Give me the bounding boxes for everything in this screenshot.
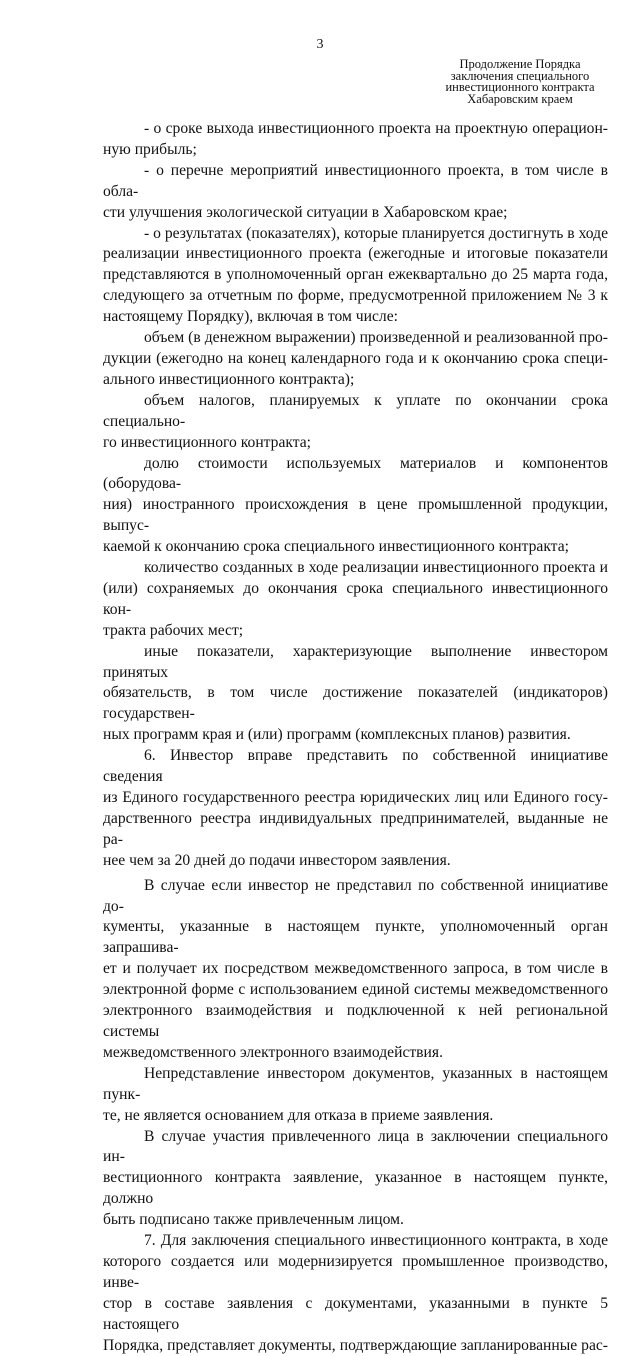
text-line: дукции (ежегодно на конец календарного года и к окончанию срока специ-	[103, 349, 608, 367]
text-line: быть подписано также привлеченным лицом.	[103, 1211, 404, 1229]
text-line: долю стоимости используемых материалов и компонентов (оборудова-	[103, 454, 608, 493]
text-line: объем налогов, планируемых к уплате по окончании срока специально-	[103, 391, 608, 430]
text-line: В случае если инвестор не представил по собственной инициативе до-	[103, 876, 608, 915]
header-note-line: инвестиционного контракта	[445, 80, 595, 94]
text-line: ную прибыль;	[103, 140, 197, 158]
text-line: следующего за отчетным по форме, предусмотренной приложением № 3 к	[103, 287, 608, 305]
text-line: количество созданных в ходе реализации инвестиционного проекта и	[144, 559, 608, 577]
text-line: обязательств, в том числе достижение показателей (индикаторов) государствен-	[103, 684, 608, 723]
text-line: кументы, указанные в настоящем пункте, уполномоченный орган запрашива-	[103, 918, 608, 957]
text-line: - о перечне мероприятий инвестиционного проекта, в том числе в обла-	[103, 161, 608, 200]
text-line: те, не является основанием для отказа в приеме заявления.	[103, 1106, 494, 1124]
text-line: ния) иностранного происхождения в цене промышленной продукции, выпус-	[103, 496, 608, 535]
text-line: (или) сохраняемых до окончания срока специального инвестиционного кон-	[103, 579, 608, 618]
text-line: 6. Инвестор вправе представить по собственной инициативе сведения	[103, 747, 608, 786]
header-note-line: Хабаровским краем	[467, 91, 573, 106]
text-line: каемой к окончанию срока специального инвестиционного контракта;	[103, 538, 569, 556]
text-line: вестиционного контракта заявление, указанное в настоящем пункте, должно	[103, 1169, 608, 1208]
text-line: - о результатах (показателях), которые планируется достигнуть в ходе	[144, 224, 608, 242]
document-body	[103, 119, 608, 1356]
text-line: стор в составе заявления с документами, указанными в пункте 5 настоящего	[103, 1294, 608, 1333]
text-line: дарственного реестра индивидуальных предпринимателей, выданные не ра-	[103, 809, 608, 848]
text-line: межведомственного электронного взаимодействия.	[103, 1043, 443, 1061]
text-line: представляются в уполномоченный орган ежеквартально до 25 марта года,	[103, 266, 608, 284]
text-line: объем (в денежном выражении) произведенной и реализованной про-	[144, 329, 608, 347]
text-line: - о сроке выхода инвестиционного проекта на проектную операцион-	[144, 120, 608, 137]
header-note-line: заключения специального	[450, 68, 590, 83]
text-line: ального инвестиционного контракта);	[103, 370, 355, 388]
text-line: иные показатели, характеризующие выполнение инвестором принятых	[103, 642, 608, 681]
text-line: В случае участия привлеченного лица в заключении специального ин-	[103, 1127, 608, 1166]
text-line: ет и получает их посредством межведомственного запроса, в том числе в	[103, 960, 608, 978]
text-line: го инвестиционного контракта;	[103, 433, 312, 451]
header-note-line: Продолжение Порядка	[459, 57, 581, 71]
text-line: ных программ края и (или) программ (комплексных планов) развития.	[103, 726, 571, 744]
text-line: настоящему Порядку), включая в том числе:	[103, 308, 398, 326]
page-number: 3	[316, 37, 324, 52]
text-line: электронного взаимодействия и подключенной к ней региональной системы	[103, 1002, 608, 1040]
header-note	[430, 59, 610, 105]
text-line: Непредставление инвестором документов, указанных в настоящем пунк-	[103, 1064, 608, 1103]
text-line: 7. Для заключения специального инвестиционного контракта, в ходе	[144, 1232, 608, 1250]
text-line: сти улучшения экологической ситуации в Хабаровском крае;	[103, 203, 508, 221]
text-line: которого создается или модернизируется промышленное производство, инве-	[103, 1252, 608, 1291]
text-line: тракта рабочих мест;	[103, 621, 244, 639]
text-line: нее чем за 20 дней до подачи инвестором заявления.	[103, 851, 451, 869]
text-line: из Единого государственного реестра юридических лиц или Единого госу-	[103, 789, 608, 806]
text-line: реализации инвестиционного проекта (ежегодные и итоговые показатели	[103, 245, 608, 263]
text-line: Порядка, представляет документы, подтверждающие запланированные рас-	[103, 1336, 608, 1354]
text-line: электронной форме с использованием единой системы межведомственного	[103, 981, 608, 999]
